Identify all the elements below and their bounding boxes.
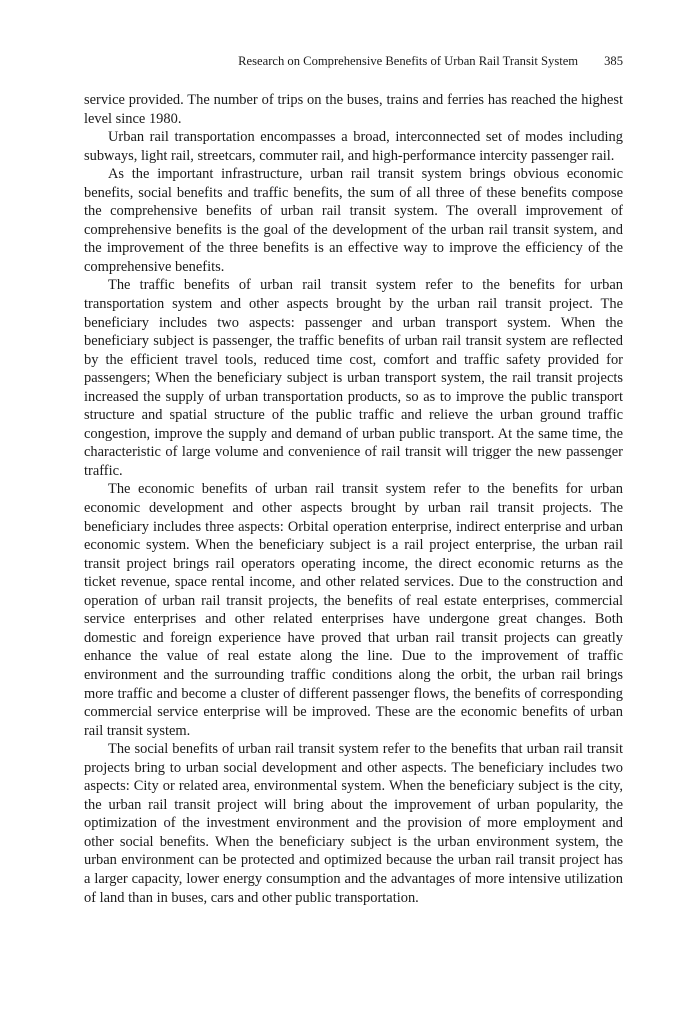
paragraph-continuation: service provided. The number of trips on the buses, trains and ferries has reached the highest level since 1980. xyxy=(84,92,623,127)
paragraph-urban-rail-modes: Urban rail transportation encompasses a broad, interconnected set of modes including subways, light rail, streetcars, commuter rail, and high-performance intercity passenger rail. xyxy=(84,129,623,164)
running-header-title: Research on Comprehensive Benefits of Urban Rail Transit System xyxy=(238,54,579,68)
running-header xyxy=(84,52,623,70)
paragraph-social-benefits: The social benefits of urban rail transit system refer to the benefits that urban rail transit projects bring to urban social development and other aspects. The beneficiary includes two aspects: City or related area, environmental system. When the beneficiary subject is the city, the urban rail transit project will bring about the improvement of urban popularity, the optimization of the investment environment and the provision of more employment and other social benefits. When the beneficiary subject is the urban environment system, the urban environment can be protected and optimized because the urban rail transit project has a larger capacity, lower energy consumption and the advantages of more intensive utilization of land than in buses, cars and other public transportation. xyxy=(84,741,623,906)
page-number: 385 xyxy=(604,54,623,68)
paragraph-traffic-benefits: The traffic benefits of urban rail transit system refer to the benefits for urban transportation system and other aspects brought by the urban rail transit project. The beneficiary includes two aspects: passenger and urban transport system. When the beneficiary subject is passenger, the traffic benefits of urban rail transit system are reflected by the efficient travel tools, reduced time cost, comfort and traffic safety provided for passengers; When the beneficiary subject is urban transport system, the rail transit projects increased the supply of urban transportation products, so as to improve the public transport structure and spatial structure of the public traffic and relieve the urban ground traffic congestion, improve the supply and demand of urban public transport. At the same time, the characteristic of large volume and convenience of rail transit will trigger the new passenger traffic. xyxy=(84,277,623,479)
paragraph-comprehensive-benefits: As the important infrastructure, urban rail transit system brings obvious economic benefits, social benefits and traffic benefits, the sum of all three of these benefits compose the comprehensive benefits of urban rail transit system. The overall improvement of comprehensive benefits is the goal of the development of the urban rail transit system, and the improvement of the three benefits is an effective way to improve the efficiency of the comprehensive benefits. xyxy=(84,166,623,275)
paragraph-economic-benefits: The economic benefits of urban rail transit system refer to the benefits for urban economic development and other aspects brought by urban rail transit projects. The beneficiary includes three aspects: Orbital operation enterprise, indirect enterprise and urban economic system. When the beneficiary subject is a rail project enterprise, the urban rail transit project brings rail operators operating income, the direct economic returns as the ticket revenue, space rental income, and other related services. Due to the construction and operation of urban rail transit projects, the benefits of real estate enterprises, commercial service enterprises and other related enterprises have undergone great changes. Both domestic and foreign experience have proved that urban rail transit projects can greatly enhance the value of real estate along the line. Due to the improvement of traffic environment and the surrounding traffic conditions along the orbit, the urban rail brings more traffic and become a cluster of different passenger flows, the benefits of corresponding commercial service enterprise will be improved. These are the economic benefits of urban rail transit system. xyxy=(84,481,623,739)
body-text xyxy=(84,91,623,907)
